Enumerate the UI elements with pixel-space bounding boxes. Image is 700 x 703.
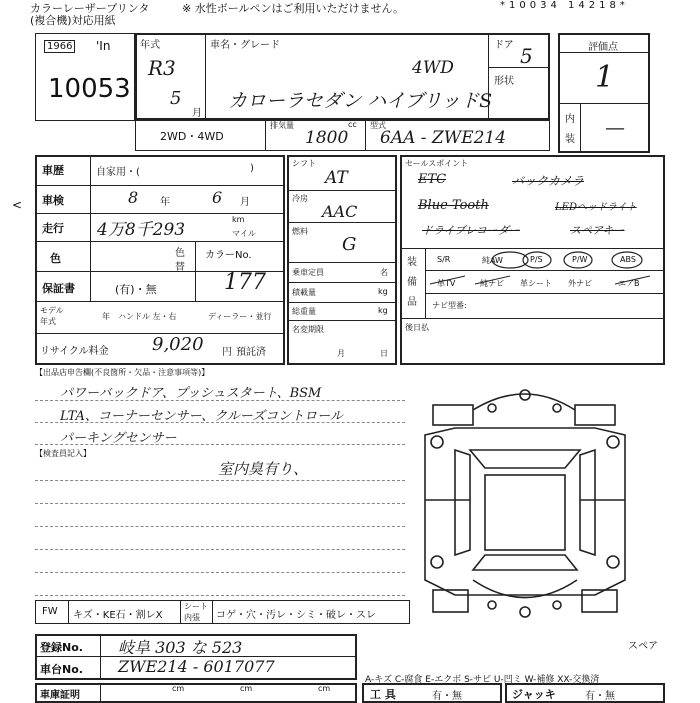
equip-sr: S/R	[437, 255, 451, 264]
printer-note-line2: (複合機)対応用紙	[30, 14, 116, 27]
model-year-label-2: 年式	[40, 317, 56, 326]
displacement-label: 排気量	[270, 121, 294, 130]
interior-label-2: 装	[565, 134, 575, 145]
handle-options: ハンドル 左・右	[118, 312, 177, 321]
model-label: 車名・グレード	[210, 40, 280, 51]
year-month-unit: 月	[192, 108, 202, 119]
name-change-unit: 月	[337, 349, 345, 358]
warranty-options: (有)・無	[115, 283, 157, 296]
year-era: R3	[148, 56, 176, 80]
ac-label: 冷房	[292, 194, 308, 203]
equip-navi: 純ナビ	[480, 279, 504, 288]
repaint-label-2: 替	[175, 262, 185, 273]
sales-point-2: Blue Tooth	[418, 198, 489, 213]
history-close: )	[250, 163, 254, 174]
model-name: カローラセダン ハイブリッドS	[228, 90, 493, 112]
rating-label: 評価点	[588, 42, 618, 53]
drive-options: 2WD・4WD	[160, 130, 224, 143]
seller-note-line-1: LTA、コーナーセンサー、クルーズコントロール	[60, 409, 343, 424]
equip-seat: 革シート	[520, 279, 552, 288]
sales-point-0: ETC	[418, 172, 447, 187]
seat-codes: コゲ・穴・汚レ・シミ・破レ・スレ	[216, 610, 376, 621]
capacity-label-2: 総重量	[292, 307, 316, 316]
legend-codes: A-キズ C-腐食 E-エクボ S-サビ U-凹ミ W-補修 XX-交換済	[365, 675, 600, 685]
sales-point-4: ドライブレコーダー	[422, 224, 520, 237]
equip-abs: ABS	[620, 255, 636, 264]
certificate-row	[35, 683, 357, 703]
printer-note-line1: カラーレーザープリンタ	[30, 2, 150, 15]
recycle-unit: 円	[222, 347, 232, 358]
equipment-label-3: 品	[407, 297, 417, 308]
equip-ps: P/S	[530, 255, 543, 264]
registration-value: 岐阜 303 な 523	[118, 638, 243, 657]
color-code-label: カラーNo.	[205, 250, 252, 261]
seller-note-line-0: パワーバックドア、プッシュスタート、BSM	[60, 386, 322, 401]
certificate-unit-3: cm	[318, 684, 331, 693]
name-change-label: 名変期限	[292, 325, 324, 334]
navi-model-label: ナビ型番:	[432, 301, 467, 310]
sales-point-3: LEDヘッドライト	[555, 202, 637, 213]
recycle-value: 9,020	[152, 334, 204, 355]
equipment-label-1: 装	[407, 257, 417, 268]
warranty-label: 保証書	[42, 282, 75, 295]
color-label: 色	[50, 252, 61, 265]
seller-note-line-2: パーキングセンサー	[60, 431, 177, 446]
inspection-year: 8	[128, 188, 139, 207]
inspector-notes-label: 【検査員記入】	[35, 449, 91, 458]
spare-label: スペア	[628, 641, 658, 652]
fuel-value: G	[342, 234, 357, 255]
model-code-value: 6AA - ZWE214	[380, 128, 507, 148]
chassis-value: ZWE214 - 6017077	[118, 657, 275, 676]
seller-notes-label: 【出品店申告欄(不良箇所・欠品・注意事項等)】	[35, 368, 210, 377]
inspection-label: 車検	[42, 194, 64, 207]
interior-label-1: 内	[565, 114, 575, 125]
history-value: 自家用・(	[96, 167, 140, 178]
certificate-unit-2: cm	[240, 684, 253, 693]
mileage-mile: マイル	[232, 229, 256, 238]
equipment-circles	[425, 248, 665, 294]
jack-options: 有・無	[585, 691, 615, 702]
capacity-label-1: 積載量	[292, 288, 316, 297]
model-year-label-1: モデル	[40, 306, 64, 315]
certificate-label: 車庫証明	[40, 690, 80, 701]
model-code-label: 型式	[370, 121, 386, 130]
mileage-km: km	[232, 215, 245, 224]
history-label: 車歴	[42, 164, 64, 177]
shift-label: シフト	[292, 159, 316, 168]
tools-options: 有・無	[432, 691, 462, 702]
year-month: 5	[170, 88, 182, 109]
fuel-label: 燃料	[292, 227, 308, 236]
chassis-label: 車台No.	[40, 663, 83, 676]
repaint-label-1: 色	[175, 248, 185, 259]
sales-points-label: セールスポイント	[405, 159, 469, 168]
inspection-month: 6	[212, 188, 223, 207]
equip-ext-navi: 外ナビ	[568, 279, 592, 288]
barcode-text: *10034 14218*	[500, 0, 629, 11]
rating-value: 1	[595, 60, 615, 95]
capacity-unit-0: 名	[380, 268, 388, 277]
ac-value: AAC	[322, 202, 358, 221]
equipment-label-2: 備	[407, 277, 417, 288]
shape-label: 形状	[494, 76, 514, 87]
equip-pw: P/W	[572, 255, 588, 264]
capacity-label-0: 乗車定員	[292, 268, 324, 277]
dealer-options: ディーラー・並行	[208, 312, 272, 321]
lot-suffix: 'In	[96, 39, 111, 53]
equip-tv: 革TV	[437, 279, 456, 288]
drive-note: 4WD	[412, 58, 454, 78]
color-code: 177	[224, 270, 266, 295]
lot-box	[35, 33, 135, 121]
sales-point-1: バックカメラ	[512, 174, 585, 188]
lot-tag: 1966	[44, 40, 75, 53]
shift-value: AT	[325, 168, 348, 188]
car-damage-diagram	[415, 380, 655, 625]
doors-label: ドア	[494, 40, 514, 51]
rear-seat-label: 後日払	[405, 323, 429, 332]
recycle-note: 預託済	[236, 347, 266, 358]
mileage-label: 走行	[42, 222, 64, 235]
name-change-day: 日	[380, 349, 388, 358]
pen-warning: ※ 水性ボールペンはご利用いただけません。	[182, 2, 405, 15]
seat-label-2: 内張	[184, 613, 200, 622]
displacement-value: 1800	[305, 128, 349, 148]
fw-label: FW	[42, 606, 58, 617]
lot-number: 10053	[48, 74, 131, 104]
mileage-value: 4万8千293	[97, 220, 186, 240]
interior-value: —	[605, 115, 625, 139]
jack-label: ジャッキ	[512, 688, 556, 701]
equip-airbag: エアB	[618, 279, 640, 288]
registration-label: 登録No.	[40, 641, 83, 654]
year-label: 年式	[140, 40, 160, 51]
displacement-unit: cc	[348, 120, 357, 129]
side-marker-icon: <	[12, 198, 23, 212]
model-year-unit: 年	[102, 312, 110, 321]
sales-point-5: スペアキー	[570, 224, 625, 237]
seat-label-1: シート	[184, 602, 208, 611]
inspection-month-unit: 月	[240, 197, 250, 208]
doors-value: 5	[520, 44, 533, 68]
certificate-unit-1: cm	[172, 684, 185, 693]
capacity-unit-1: kg	[378, 287, 388, 296]
fw-codes: キズ・KE石・割レX	[73, 610, 163, 621]
inspector-note-text: 室内臭有り、	[218, 460, 309, 478]
inspection-year-unit: 年	[160, 197, 170, 208]
tools-label: 工 具	[370, 688, 396, 701]
capacity-unit-2: kg	[378, 306, 388, 315]
equip-aw: 純AW	[482, 256, 503, 265]
recycle-label: リサイクル料金	[40, 346, 109, 357]
